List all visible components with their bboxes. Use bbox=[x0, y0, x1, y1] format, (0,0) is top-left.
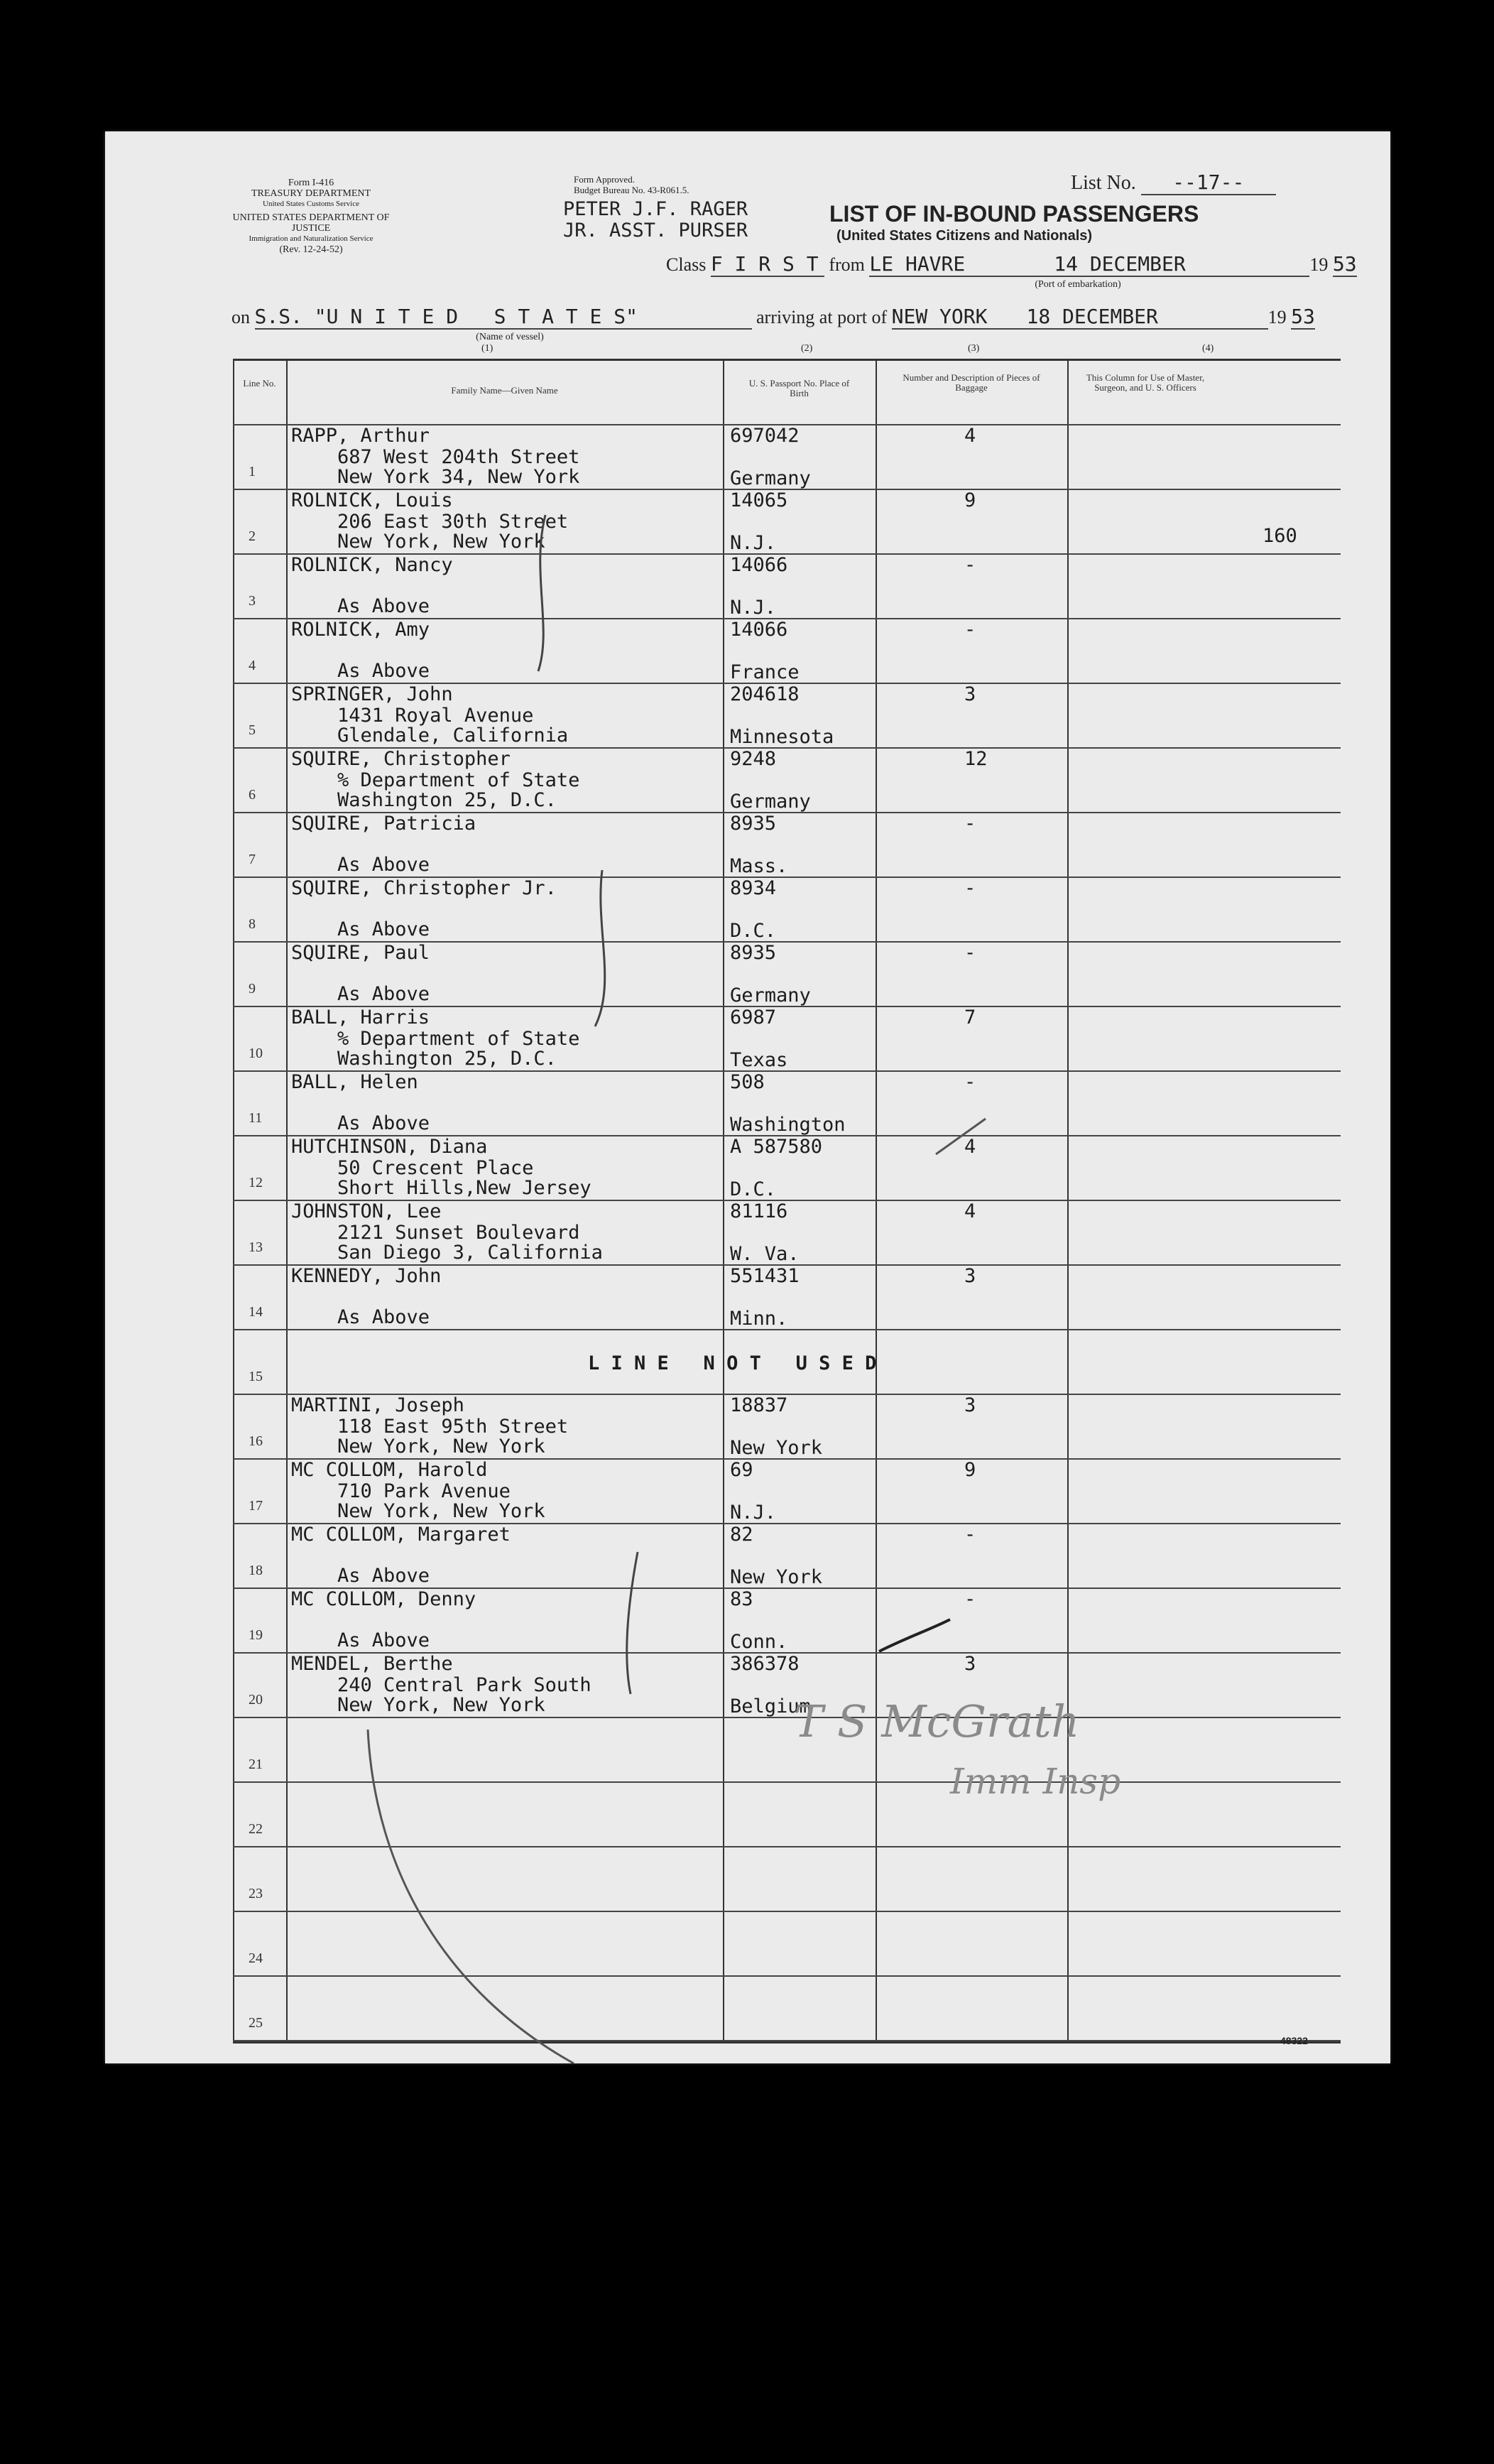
place-of-birth: New York bbox=[730, 1566, 823, 1588]
col-header-officers: This Column for Use of Master, Surgeon, and U. S. Officers bbox=[1086, 372, 1205, 393]
baggage-count: 7 bbox=[964, 1006, 976, 1029]
address-line-2: San Diego 3, California bbox=[291, 1242, 603, 1264]
line-number: 25 bbox=[249, 2015, 263, 2031]
baggage-count: - bbox=[964, 942, 976, 964]
line-number: 22 bbox=[249, 1821, 263, 1837]
pencil-marks bbox=[105, 131, 1390, 2063]
passenger-name: BALL, Helen bbox=[291, 1071, 418, 1093]
passport-number: 8935 bbox=[730, 813, 777, 835]
line-number: 16 bbox=[249, 1433, 263, 1449]
address-line-1: 206 East 30th Street bbox=[291, 511, 569, 533]
on-label: on bbox=[231, 307, 250, 327]
line-number: 4 bbox=[249, 658, 256, 673]
place-of-birth: New York bbox=[730, 1437, 823, 1459]
place-of-birth: Germany bbox=[730, 791, 811, 813]
passport-number: 6987 bbox=[730, 1006, 777, 1029]
signature-title: Imm Insp bbox=[950, 1761, 1121, 1802]
depart-date: 14 DECEMBER bbox=[1054, 252, 1186, 276]
passport-number: 9248 bbox=[730, 748, 777, 770]
baggage-count: 4 bbox=[964, 1200, 976, 1222]
passport-number: 14066 bbox=[730, 619, 788, 641]
line-number: 21 bbox=[249, 1757, 263, 1772]
line-number: 18 bbox=[249, 1563, 263, 1578]
treasury-dept: TREASURY DEPARTMENT bbox=[251, 188, 371, 199]
arriving-label: arriving at port of bbox=[756, 307, 888, 327]
passenger-name: SPRINGER, John bbox=[291, 683, 453, 705]
vessel-name: S.S. "U N I T E D S T A T E S" bbox=[255, 305, 752, 330]
address-line-2: As Above bbox=[291, 660, 430, 682]
line-number: 20 bbox=[249, 1692, 263, 1708]
address-line-2: As Above bbox=[291, 918, 430, 940]
line-number: 13 bbox=[249, 1239, 263, 1255]
passenger-name: JOHNSTON, Lee bbox=[291, 1200, 442, 1222]
baggage-count: - bbox=[964, 877, 976, 899]
passenger-name: SQUIRE, Christopher bbox=[291, 748, 511, 770]
passenger-name: MC COLLOM, Denny bbox=[291, 1588, 476, 1610]
baggage-count: - bbox=[964, 1524, 976, 1546]
place-of-birth: France bbox=[730, 661, 800, 683]
passport-number: 697042 bbox=[730, 425, 800, 447]
passenger-name: KENNEDY, John bbox=[291, 1265, 442, 1287]
line-number: 24 bbox=[249, 1950, 263, 1966]
form-approved: Form Approved. bbox=[574, 174, 635, 185]
passport-number: A 587580 bbox=[730, 1136, 823, 1158]
place-of-birth: Conn. bbox=[730, 1631, 788, 1653]
line-number: 3 bbox=[249, 593, 256, 609]
col-header-name: Family Name—Given Name bbox=[451, 385, 558, 396]
col-num-4: (4) bbox=[1202, 343, 1214, 354]
passenger-name: ROLNICK, Louis bbox=[291, 489, 453, 511]
form-number: Form I-416 bbox=[288, 178, 334, 188]
place-of-birth: Minn. bbox=[730, 1308, 788, 1330]
passenger-name: HUTCHINSON, Diana bbox=[291, 1136, 488, 1158]
passenger-name: SQUIRE, Christopher Jr. bbox=[291, 877, 557, 899]
address-line-2: Glendale, California bbox=[291, 724, 569, 747]
line-number: 1 bbox=[249, 464, 256, 479]
place-of-birth: Mass. bbox=[730, 855, 788, 877]
address-line-2: As Above bbox=[291, 854, 430, 876]
passenger-name: ROLNICK, Amy bbox=[291, 619, 430, 641]
year-prefix-2: 19 bbox=[1267, 307, 1287, 327]
address-line-1: 240 Central Park South bbox=[291, 1674, 591, 1696]
revision: (Rev. 12-24-52) bbox=[279, 244, 343, 255]
address-line-2: Washington 25, D.C. bbox=[291, 789, 557, 811]
passport-number: 14066 bbox=[730, 554, 788, 576]
address-line-2: New York, New York bbox=[291, 1435, 545, 1458]
from-label: from bbox=[829, 254, 865, 275]
baggage-count: - bbox=[964, 1588, 976, 1610]
depart-year: 53 bbox=[1332, 252, 1357, 276]
arrive-date: 18 DECEMBER bbox=[1026, 305, 1158, 328]
place-of-birth: N.J. bbox=[730, 532, 777, 554]
address-line-1: 2121 Sunset Boulevard bbox=[291, 1222, 580, 1244]
passenger-name: SQUIRE, Paul bbox=[291, 942, 430, 964]
address-line-2: Washington 25, D.C. bbox=[291, 1048, 557, 1070]
place-of-birth: Texas bbox=[730, 1049, 788, 1071]
baggage-count: 9 bbox=[964, 489, 976, 511]
address-line-1: 1431 Royal Avenue bbox=[291, 705, 534, 727]
line-number: 11 bbox=[249, 1110, 263, 1126]
line-number: 19 bbox=[249, 1627, 263, 1643]
line-number: 2 bbox=[249, 528, 256, 544]
baggage-count: - bbox=[964, 813, 976, 835]
purser-name: PETER J.F. RAGER bbox=[563, 198, 748, 220]
port-embark-label: (Port of embarkation) bbox=[1035, 279, 1121, 290]
passport-number: 508 bbox=[730, 1071, 765, 1093]
address-line-2: As Above bbox=[291, 1306, 430, 1328]
address-line-2: New York, New York bbox=[291, 531, 545, 553]
manifest-page bbox=[105, 131, 1390, 2063]
ins-service: Immigration and Naturalization Service bbox=[249, 234, 374, 243]
baggage-count: - bbox=[964, 1071, 976, 1093]
baggage-count: 3 bbox=[964, 1394, 976, 1416]
vessel-label: (Name of vessel) bbox=[476, 332, 544, 342]
arrive-port: NEW YORK bbox=[891, 305, 988, 328]
passport-number: 386378 bbox=[730, 1653, 800, 1675]
address-line-2: As Above bbox=[291, 1629, 430, 1651]
line-number: 14 bbox=[249, 1304, 263, 1320]
address-line-2: As Above bbox=[291, 1112, 430, 1134]
place-of-birth: D.C. bbox=[730, 1178, 777, 1200]
address-line-1: 50 Crescent Place bbox=[291, 1157, 534, 1179]
line-number: 23 bbox=[249, 1886, 263, 1901]
passenger-name: BALL, Harris bbox=[291, 1006, 430, 1029]
col-num-2: (2) bbox=[801, 343, 813, 354]
baggage-count: 3 bbox=[964, 683, 976, 705]
officer-note: 160 bbox=[1263, 525, 1297, 547]
place-of-birth: N.J. bbox=[730, 597, 777, 619]
line-number: 6 bbox=[249, 787, 256, 803]
line-number: 10 bbox=[249, 1046, 263, 1061]
place-of-birth: W. Va. bbox=[730, 1243, 800, 1265]
passport-number: 69 bbox=[730, 1459, 753, 1481]
baggage-count: - bbox=[964, 554, 976, 576]
passenger-name: ROLNICK, Nancy bbox=[291, 554, 453, 576]
justice-dept: UNITED STATES DEPARTMENT OF JUSTICE bbox=[232, 212, 390, 234]
place-of-birth: Germany bbox=[730, 467, 811, 489]
baggage-count: 12 bbox=[964, 748, 988, 770]
class-label: Class bbox=[666, 254, 707, 275]
place-of-birth: D.C. bbox=[730, 920, 777, 942]
address-line-2: As Above bbox=[291, 983, 430, 1005]
arrive-year: 53 bbox=[1291, 305, 1315, 328]
place-of-birth: Washington bbox=[730, 1114, 846, 1136]
class-value: F I R S T bbox=[711, 252, 824, 277]
signature-name: T S McGrath bbox=[794, 1695, 1080, 1747]
form-code: 48322 bbox=[1280, 2035, 1308, 2046]
line-number: 12 bbox=[249, 1175, 263, 1190]
address-line-1: 687 West 204th Street bbox=[291, 446, 580, 468]
passport-number: 8935 bbox=[730, 942, 777, 964]
address-line-2: As Above bbox=[291, 595, 430, 617]
page-subtitle: (United States Citizens and Nationals) bbox=[836, 228, 1093, 244]
place-of-birth: N.J. bbox=[730, 1502, 777, 1524]
address-line-2: New York, New York bbox=[291, 1500, 545, 1522]
col-header-passport: U. S. Passport No. Place of Birth bbox=[748, 378, 850, 398]
baggage-count: - bbox=[964, 619, 976, 641]
passenger-name: RAPP, Arthur bbox=[291, 425, 430, 447]
col-num-3: (3) bbox=[968, 343, 980, 354]
place-of-birth: Belgium bbox=[730, 1695, 811, 1717]
passport-number: 551431 bbox=[730, 1265, 800, 1287]
line-number: 8 bbox=[249, 916, 256, 932]
address-line-1: % Department of State bbox=[291, 1028, 580, 1050]
passport-number: 204618 bbox=[730, 683, 800, 705]
passenger-name: SQUIRE, Patricia bbox=[291, 813, 476, 835]
address-line-2: Short Hills,New Jersey bbox=[291, 1177, 591, 1199]
passport-number: 83 bbox=[730, 1588, 753, 1610]
passenger-name: MC COLLOM, Harold bbox=[291, 1459, 488, 1481]
place-of-birth: Minnesota bbox=[730, 726, 834, 748]
baggage-count: 9 bbox=[964, 1459, 976, 1481]
address-line-2: As Above bbox=[291, 1565, 430, 1587]
line-number: 5 bbox=[249, 722, 256, 738]
baggage-count: 3 bbox=[964, 1653, 976, 1675]
list-no-value: --17-- bbox=[1141, 170, 1276, 195]
from-port: LE HAVRE bbox=[869, 252, 966, 276]
passport-number: 14065 bbox=[730, 489, 788, 511]
purser-title: JR. ASST. PURSER bbox=[563, 219, 748, 241]
col-header-baggage: Number and Description of Pieces of Baggage bbox=[903, 372, 1040, 393]
passport-number: 8934 bbox=[730, 877, 777, 899]
year-prefix: 19 bbox=[1309, 254, 1329, 275]
passenger-name: MC COLLOM, Margaret bbox=[291, 1524, 511, 1546]
address-line-1: 710 Park Avenue bbox=[291, 1480, 511, 1502]
budget-bureau: Budget Bureau No. 43-R061.5. bbox=[574, 185, 689, 195]
line-not-used: L I N E N O T U S E D bbox=[588, 1352, 877, 1374]
line-number: 15 bbox=[249, 1369, 263, 1384]
address-line-1: % Department of State bbox=[291, 769, 580, 791]
customs-service: United States Customs Service bbox=[263, 200, 359, 208]
passenger-name: MARTINI, Joseph bbox=[291, 1394, 464, 1416]
page-title: LIST OF IN-BOUND PASSENGERS bbox=[829, 201, 1199, 227]
address-line-1: 118 East 95th Street bbox=[291, 1416, 569, 1438]
address-line-2: New York, New York bbox=[291, 1694, 545, 1716]
passport-number: 18837 bbox=[730, 1394, 788, 1416]
col-header-line: Line No. bbox=[243, 378, 276, 389]
passenger-name: MENDEL, Berthe bbox=[291, 1653, 453, 1675]
col-num-1: (1) bbox=[481, 343, 494, 354]
place-of-birth: Germany bbox=[730, 984, 811, 1006]
line-number: 7 bbox=[249, 852, 256, 867]
baggage-count: 4 bbox=[964, 425, 976, 447]
line-number: 17 bbox=[249, 1498, 263, 1514]
address-line-2: New York 34, New York bbox=[291, 466, 580, 488]
line-number: 9 bbox=[249, 981, 256, 997]
baggage-count: 3 bbox=[964, 1265, 976, 1287]
passport-number: 81116 bbox=[730, 1200, 788, 1222]
baggage-count: 4 bbox=[964, 1136, 976, 1158]
passport-number: 82 bbox=[730, 1524, 753, 1546]
list-no-label: List No. bbox=[1071, 172, 1136, 194]
